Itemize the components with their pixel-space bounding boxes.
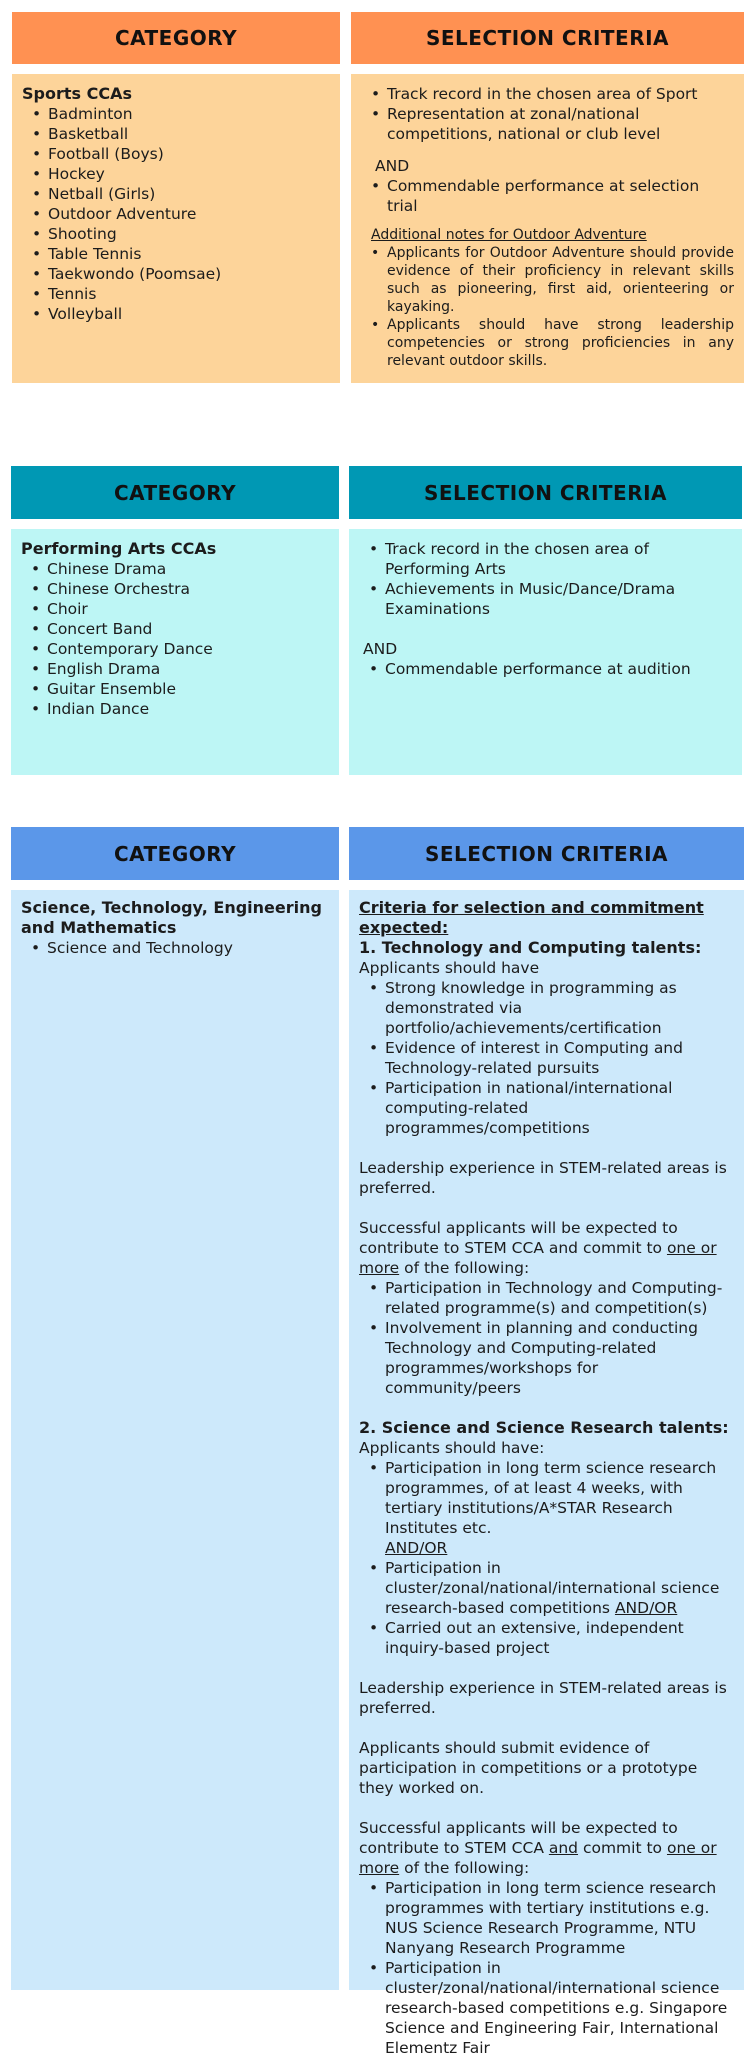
sports-title: Sports CCAs xyxy=(22,84,132,103)
list-item: • Applicants for Outdoor Adventure should provide evidence of their proficiency in relevant skills such as pioneering, first aid, orienteering or kayaking. xyxy=(361,244,734,316)
list-item: • Representation at zonal/national competitions, national or club level xyxy=(361,104,734,144)
list-item: • Involvement in planning and conducting Technology and Computing-related programmes/workshops for community/peers xyxy=(359,1318,734,1398)
list-item: • Table Tennis xyxy=(22,244,330,264)
sports-list xyxy=(22,104,330,324)
list-item: • Choir xyxy=(21,599,329,619)
section2-intro: Applicants should have: xyxy=(359,1439,545,1457)
list-item: • English Drama xyxy=(21,659,329,679)
arts-criteria-header: SELECTION CRITERIA xyxy=(349,466,742,519)
stem-category-header: CATEGORY xyxy=(11,827,339,880)
arts-category-cell xyxy=(11,529,339,775)
list-item: • Evidence of interest in Computing and Technology-related pursuits xyxy=(359,1038,734,1078)
section1-title: 1. Technology and Computing talents: xyxy=(359,938,702,957)
section2-title: 2. Science and Science Research talents: xyxy=(359,1418,729,1437)
arts-criteria-cell xyxy=(349,529,742,775)
stem-category-cell xyxy=(11,890,339,1990)
sports-criteria-header: SELECTION CRITERIA xyxy=(351,12,744,64)
section2-list xyxy=(359,1458,734,1658)
list-item: • Participation in long term science research programmes with tertiary institutions e.g. NUS Science Research Programme, NTU Nanyang Research Programme xyxy=(359,1878,734,1958)
and-label: AND xyxy=(375,157,410,175)
sports-category-header: CATEGORY xyxy=(12,12,340,64)
section1-list xyxy=(359,978,734,1138)
stem-list xyxy=(21,938,329,958)
arts-title: Performing Arts CCAs xyxy=(21,539,217,558)
sports-criteria-cell xyxy=(351,74,744,383)
list-item: • Indian Dance xyxy=(21,699,329,719)
list-item: • Tennis xyxy=(22,284,330,304)
sports-category-cell xyxy=(12,74,340,383)
list-item: • Badminton xyxy=(22,104,330,124)
list-item: • Track record in the chosen area of Sport xyxy=(361,84,734,104)
list-item: • Football (Boys) xyxy=(22,144,330,164)
and-label: AND xyxy=(363,640,398,658)
commitment-list-1 xyxy=(359,1278,734,1398)
sports-criteria-list xyxy=(361,84,734,144)
notes-title: Additional notes for Outdoor Adventure xyxy=(371,227,647,243)
list-item: • Hockey xyxy=(22,164,330,184)
list-item: • Carried out an extensive, independent inquiry-based project xyxy=(359,1618,734,1658)
section1-intro: Applicants should have xyxy=(359,959,540,977)
sports-criteria-list-2 xyxy=(361,176,734,216)
notes-list xyxy=(361,244,734,370)
list-item: • Track record in the chosen area of Performing Arts xyxy=(359,539,732,579)
leadership-note-2: Leadership experience in STEM-related areas is preferred. xyxy=(359,1679,727,1717)
list-item: • Participation in cluster/zonal/national/international science research-based competitions e.g. Singapore Science and Engineering Fair, International Elementz Fair xyxy=(359,1958,734,2058)
leadership-note-1: Leadership experience in STEM-related areas is preferred. xyxy=(359,1159,727,1197)
arts-list xyxy=(21,559,329,719)
commitment-note-2: Successful applicants will be expected to contribute to STEM CCA and commit to one or more of the following: xyxy=(359,1819,717,1877)
list-item: • Netball (Girls) xyxy=(22,184,330,204)
list-item: • Taekwondo (Poomsae) xyxy=(22,264,330,284)
list-item: • Commendable performance at audition xyxy=(359,659,732,679)
stem-criteria-header: SELECTION CRITERIA xyxy=(349,827,744,880)
list-item: • Chinese Orchestra xyxy=(21,579,329,599)
arts-criteria-list-2 xyxy=(359,659,732,679)
commitment-note-1: Successful applicants will be expected to contribute to STEM CCA and commit to one or more of the following: xyxy=(359,1219,717,1277)
list-item: • Basketball xyxy=(22,124,330,144)
list-item: • Achievements in Music/Dance/Drama Examinations xyxy=(359,579,732,619)
evidence-note: Applicants should submit evidence of participation in competitions or a prototype they worked on. xyxy=(359,1739,698,1797)
list-item: • Commendable performance at selection trial xyxy=(361,176,734,216)
stem-criteria-cell xyxy=(349,890,744,2057)
list-item: • Outdoor Adventure xyxy=(22,204,330,224)
list-item: • Science and Technology xyxy=(21,938,329,958)
arts-criteria-list xyxy=(359,539,732,619)
list-item: • Participation in cluster/zonal/national/international science research-based competitions AND/OR xyxy=(359,1558,734,1618)
stem-criteria-title: Criteria for selection and commitment expected: xyxy=(359,898,704,937)
list-item: • Participation in national/international computing-related programmes/competitions xyxy=(359,1078,734,1138)
list-item: • Participation in long term science research programmes, of at least 4 weeks, with tertiary institutions/A*STAR Research Institutes etc. AND/OR xyxy=(359,1458,734,1558)
list-item: • Strong knowledge in programming as demonstrated via portfolio/achievements/certification xyxy=(359,978,734,1038)
stem-title: Science, Technology, Engineering and Mathematics xyxy=(21,898,322,937)
arts-category-header: CATEGORY xyxy=(11,466,339,519)
list-item: • Contemporary Dance xyxy=(21,639,329,659)
list-item: • Volleyball xyxy=(22,304,330,324)
list-item: • Applicants should have strong leadership competencies or strong proficiencies in any relevant outdoor skills. xyxy=(361,316,734,370)
list-item: • Participation in Technology and Computing-related programme(s) and competition(s) xyxy=(359,1278,734,1318)
list-item: • Shooting xyxy=(22,224,330,244)
list-item: • Guitar Ensemble xyxy=(21,679,329,699)
commitment-list-2 xyxy=(359,1878,734,2058)
list-item: • Chinese Drama xyxy=(21,559,329,579)
list-item: • Concert Band xyxy=(21,619,329,639)
